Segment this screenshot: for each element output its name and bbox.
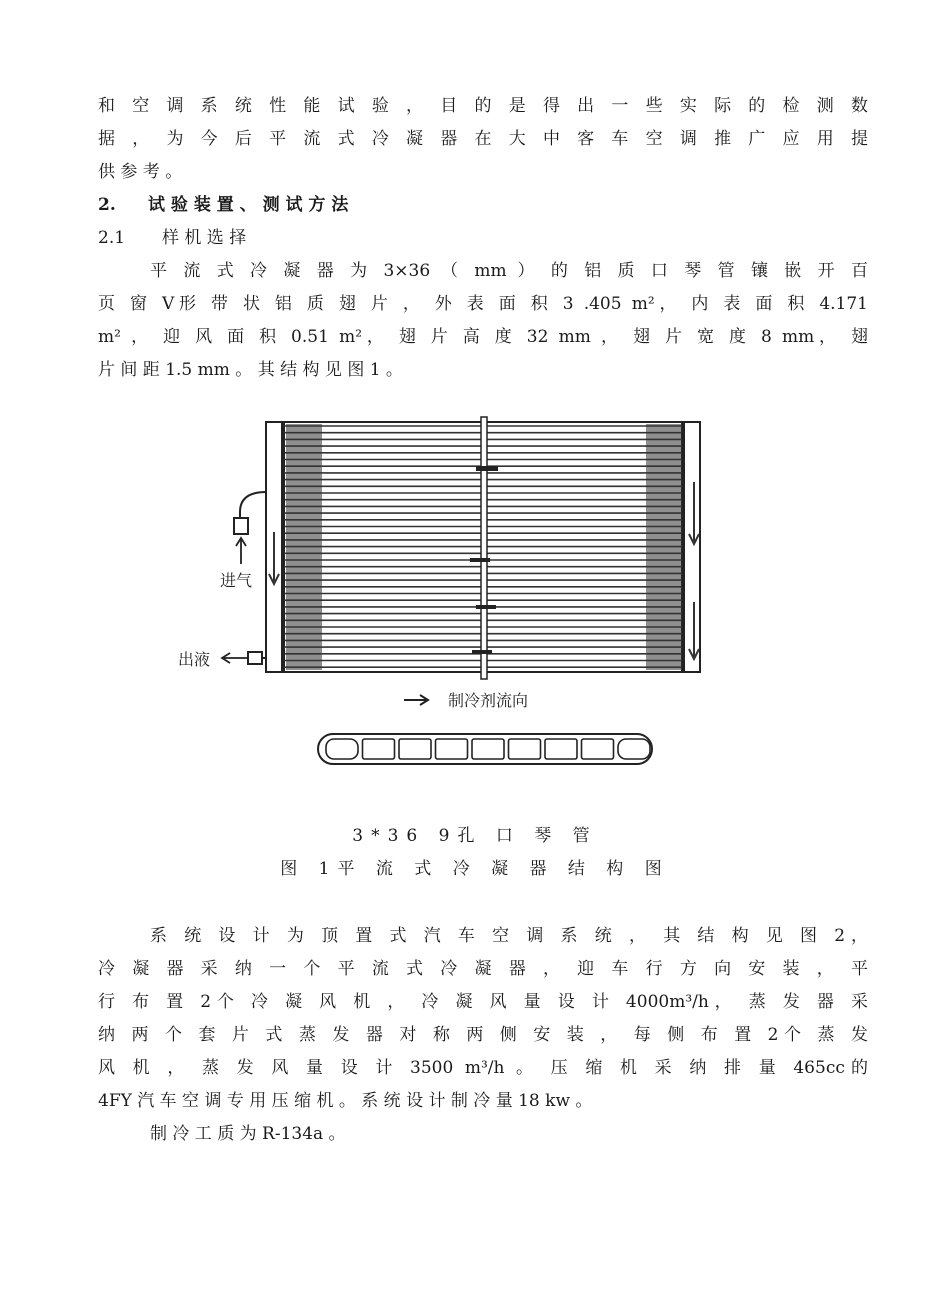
right-header xyxy=(684,422,700,672)
document-body xyxy=(98,90,868,387)
outlet-label: 出液 xyxy=(178,650,211,669)
baffle xyxy=(476,605,496,609)
condenser-diagram xyxy=(170,412,730,772)
inlet-fitting xyxy=(234,518,248,534)
sample-line-4: 片 间 距 1.5 mm 。 其 结 构 见 图 1 。 xyxy=(98,360,403,380)
tube-ports xyxy=(326,739,650,759)
subsection-number: 2.1 xyxy=(98,228,126,248)
sample-line-1: 平 流 式 冷 凝 器 为 3×36 （ mm ） 的 铝 质 口 琴 管 镶 嵌 开 百 xyxy=(150,261,868,281)
tube-port xyxy=(399,739,431,759)
tube-port xyxy=(618,739,650,759)
baffle xyxy=(476,466,498,471)
sample-line-2: 页 窗 V形 带 状 铝 质 翅 片 ， 外 表 面 积 3 .405 m²， 内 表 面 积 4.171 xyxy=(98,294,868,314)
system-line-6: 4FY 汽 车 空 调 专 用 压 缩 机 。 系 统 设 计 制 冷 量 18 kw 。 xyxy=(98,1091,593,1111)
fin-zone-right xyxy=(646,424,682,670)
section-number: 2. xyxy=(98,195,116,215)
subsection-title: 样 机 选 择 xyxy=(162,228,247,248)
tube-label: 3*36 9孔 口 琴 管 xyxy=(352,826,598,846)
system-line-2: 冷 凝 器 采 纳 一 个 平 流 式 冷 凝 器 ， 迎 车 行 方 向 安 装 ， 平 xyxy=(98,959,868,979)
outlet-fitting xyxy=(248,652,262,664)
baffle xyxy=(472,650,492,654)
inlet-pipe xyxy=(240,492,266,520)
system-line-4: 纳 两 个 套 片 式 蒸 发 器 对 称 两 侧 安 装 ， 每 侧 布 置 2个 蒸 发 xyxy=(98,1025,868,1045)
intro-line-3: 供 参 考 。 xyxy=(98,162,183,182)
center-support xyxy=(481,417,487,679)
tube-port xyxy=(436,739,468,759)
tube-port xyxy=(509,739,541,759)
system-line-5: 风 机 ， 蒸 发 风 量 设 计 3500 m³/h 。 压 缩 机 采 纳 排 量 465cc的 xyxy=(98,1058,868,1078)
system-line-1: 系 统 设 计 为 顶 置 式 汽 车 空 调 系 统 ， 其 结 构 见 图 2， xyxy=(150,926,868,946)
outlet-arrow-icon xyxy=(222,653,248,663)
flow-direction-label: 制冷剂流向 xyxy=(448,691,529,710)
section-heading-2 xyxy=(98,189,868,222)
system-line-3: 行 布 置 2个 冷 凝 风 机 ， 冷 凝 风 量 设 计 4000m³/h， 蒸 发 器 采 xyxy=(98,992,868,1012)
tube-port xyxy=(363,739,395,759)
tube-port xyxy=(472,739,504,759)
inlet-label: 进气 xyxy=(220,571,253,590)
section-title: 试 验 装 置 、 测 试 方 法 xyxy=(148,195,349,215)
subsection-heading-2-1 xyxy=(98,222,868,255)
flow-direction-arrow-icon xyxy=(404,695,428,705)
system-section xyxy=(98,920,868,1151)
inlet-arrow-icon xyxy=(236,538,246,564)
intro-line-1: 和 空 调 系 统 性 能 试 验 ， 目 的 是 得 出 一 些 实 际 的 检 测 数 xyxy=(98,96,868,116)
tube-port xyxy=(545,739,577,759)
intro-line-2: 据 ， 为 今 后 平 流 式 冷 凝 器 在 大 中 客 车 空 调 推 广 应 用 提 xyxy=(98,129,868,149)
baffle xyxy=(470,558,490,562)
tube-port xyxy=(582,739,614,759)
tube-port xyxy=(326,739,358,759)
fin-zone-left xyxy=(286,424,322,670)
refrigerant-line: 制 冷 工 质 为 R-134a 。 xyxy=(150,1124,346,1144)
sample-line-3: m² ， 迎 风 面 积 0.51 m²， 翅 片 高 度 32 mm ， 翅 片 宽 度 8 mm， 翅 xyxy=(98,327,868,347)
figure-caption: 图 1平 流 式 冷 凝 器 结 构 图 xyxy=(280,859,670,879)
